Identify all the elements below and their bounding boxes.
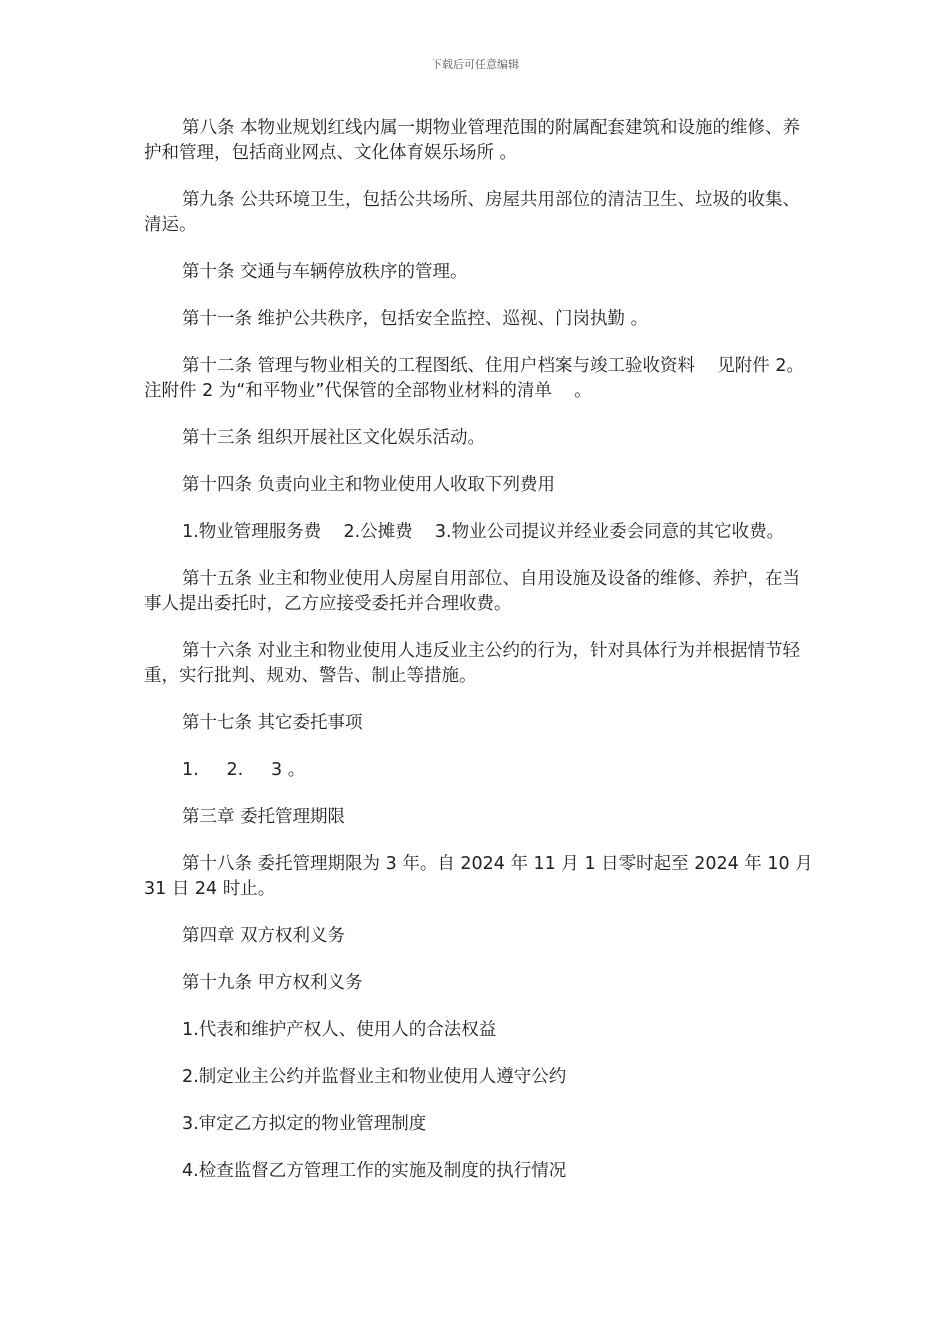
article-11: 第十一条 维护公共秩序，包括安全监控、巡视、门岗执勤 。 — [182, 309, 649, 329]
article-13: 第十三条 组织开展社区文化娱乐活动。 — [182, 428, 486, 448]
document-body — [144, 116, 819, 1206]
party-a-item-2: 2.制定业主公约并监督业主和物业使用人遵守公约 — [182, 1067, 567, 1087]
article-16: 第十六条 对业主和物业使用人违反业主公约的行为，针对具体行为并根据情节轻重，实行批判、规劝、警告、制止等措施。 — [144, 641, 801, 686]
article-12: 第十二条 管理与物业相关的工程图纸、住用户档案与竣工验收资料 见附件 2。注附件 2 为“和平物业”代保管的全部物业材料的清单 。 — [144, 356, 805, 401]
party-a-item-4: 4.检查监督乙方管理工作的实施及制度的执行情况 — [182, 1161, 567, 1181]
article-19: 第十九条 甲方权利义务 — [182, 973, 363, 993]
chapter-3-heading: 第三章 委托管理期限 — [182, 807, 346, 827]
article-18: 第十八条 委托管理期限为 3 年。自 2024 年 11 月 1 日零时起至 2024 年 10 月 31 日 24 时止。 — [144, 854, 819, 899]
page-header: 下载后可任意编辑 — [431, 58, 519, 71]
party-a-item-3: 3.审定乙方拟定的物业管理制度 — [182, 1114, 427, 1134]
party-a-item-1: 1.代表和维护产权人、使用人的合法权益 — [182, 1020, 497, 1040]
article-8: 第八条 本物业规划红线内属一期物业管理范围的附属配套建筑和设施的维修、养护和管理，包括商业网点、文化体育娱乐场所 。 — [144, 118, 801, 163]
other-items-list: 1. 2. 3 。 — [182, 760, 306, 780]
article-15: 第十五条 业主和物业使用人房屋自用部位、自用设施及设备的维修、养护，在当事人提出委托时，乙方应接受委托并合理收费。 — [144, 569, 801, 614]
chapter-4-heading: 第四章 双方权利义务 — [182, 926, 346, 946]
article-9: 第九条 公共环境卫生，包括公共场所、房屋共用部位的清洁卫生、垃圾的收集、清运。 — [144, 190, 801, 235]
article-10: 第十条 交通与车辆停放秩序的管理。 — [182, 262, 468, 282]
article-14: 第十四条 负责向业主和物业使用人收取下列费用 — [182, 475, 556, 495]
article-17: 第十七条 其它委托事项 — [182, 713, 363, 733]
fee-list: 1.物业管理服务费 2.公摊费 3.物业公司提议并经业委会同意的其它收费。 — [182, 522, 785, 542]
